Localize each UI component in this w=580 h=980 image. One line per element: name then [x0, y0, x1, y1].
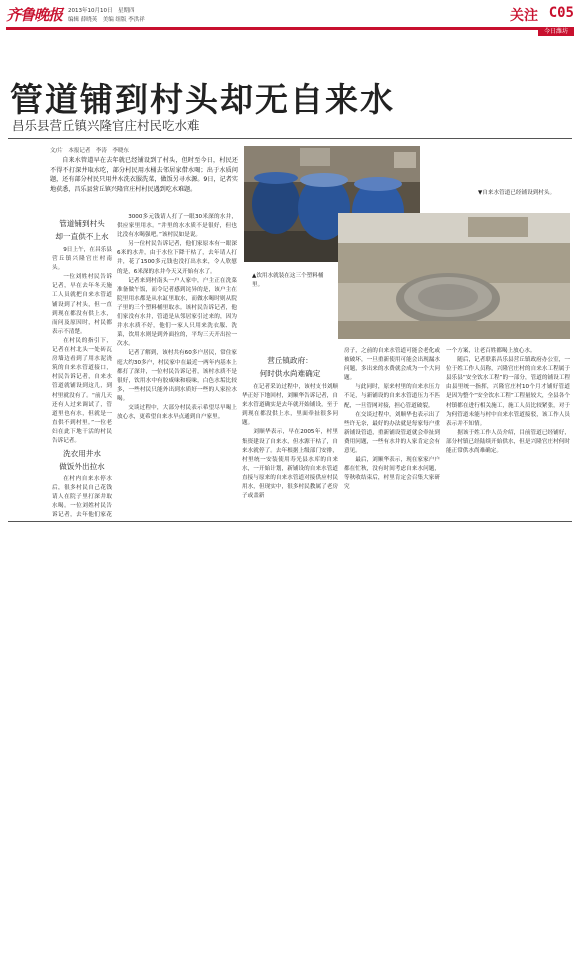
- section-2-title-line1: 洗衣用井水: [63, 449, 101, 458]
- top-divider: [8, 138, 572, 139]
- bottom-divider: [8, 521, 572, 522]
- paragraph: 在村内自来水停水后，很多村民自己花钱请人在院子里打深井取水喝。一位刘姓村民告诉记者，去年他们家花: [52, 476, 112, 519]
- paragraph: 记者来到村南头一户人家中，户主正在洗菜准备做午饭，而令记者感到诧异的是，该户主在院里用水都是从水缸里取水，而做水喝时则从院子里的三个塑料桶里取水。该村民告诉记者，他们家没有水井，管道是从邻居家引过来的，因为井水水质不好，他们一家人只用来洗衣服、洗菜，饮用水则是到外面拉的，平均三天开出拉一次水。: [117, 277, 237, 348]
- column-2: [117, 213, 237, 519]
- section-1-title-line1: 管道铺到村头: [59, 219, 105, 228]
- newspaper-logo: 齐鲁晚报: [6, 6, 63, 24]
- paragraph: 在交谈过程中，刘顺华也表示出了些许无奈，最好的办法就是每家每户重新铺设管道，重新铺设管道就会牵扯到费用问题，一些有水井的人家肯定会有意见。: [344, 411, 440, 455]
- paragraph: 一位刘姓村民告诉记者，早在去年冬天施工人员就把自来水管道铺设到了村头，但一直到现在都没有供上水，而问及原因时，村民都表示不清楚。: [52, 274, 112, 335]
- column-1-upper: [52, 246, 112, 446]
- byline: 文/片 本报记者 李涛 李晓东: [50, 148, 129, 154]
- paragraph: 据该于姓工作人员介绍，目前管道已经铺好，部分村镇已经陆续开始供水，但是兴隆官庄村何时能正常供水尚难确定。: [446, 429, 570, 455]
- headline: 管道铺到村头却无自来水: [10, 80, 395, 119]
- paragraph: 9日上午，在昌乐县营丘镇兴隆官庄村南头。: [52, 247, 112, 272]
- paragraph: 在村民的指引下，记者在村北头一处砖瓦房墙边看到了用水泥浇筑的自来水管道接口，村民告诉记者，自来水管道就铺设到这儿，到村里就没有了。“前几天还有人过来调试了，管道里也有水，但就是一直供不到村里。”一位老妇在此下地干活的村民告诉记者。: [52, 337, 112, 444]
- column-3: [242, 383, 338, 519]
- paragraph: 一个方案，让老百姓都喝上放心水。: [446, 348, 536, 354]
- paragraph: 最后，刘顺华表示，现在家家户户都在忙秋，没有时间考虑自来水问题，等秋收结束后，村里肯定会召集大家研究: [344, 457, 440, 491]
- pipe-image: [338, 213, 570, 339]
- section-tag: 今日潍坊: [538, 27, 574, 36]
- caption-text: 饮用水就装在这三个塑料桶里。: [252, 273, 324, 288]
- editor-credits: 编辑 薛晓英 美编 组版 李洪祥: [68, 17, 145, 23]
- paragraph: 房子，之前的自来水管道可能会老化或被破坏，一旦重新使用可能会出现漏水问题，多出来的水费就会成为一个大问题。: [344, 348, 440, 382]
- caption-marker-icon: ▲: [252, 273, 257, 279]
- section-3-title-line2: 何时供水尚难确定: [259, 369, 321, 378]
- column-5: [446, 347, 570, 519]
- paragraph: 在记者采访过程中，该村支书刘顺华正好下地回村，刘顺华告诉记者，自来水管道确实是去年就开始铺设，至于到现在都没供上水，里面牵扯很多问题。: [242, 384, 338, 427]
- paragraph: 记者了解到，该村共有60多户居民，常住家庭大约30多户，村民家中在最近一两年内基本上都打了深井，一位村民告诉记者，该村水质不是很好，饮用水中有胶咸味和痕味，白色水垢比较多，一些村民只能外出到水质好一些的人家拉水喝。: [117, 350, 237, 402]
- caption-text: 自来水管道已经铺设到村头。: [482, 190, 556, 196]
- masthead-rule: [6, 27, 574, 30]
- lead-paragraph: 自来水管道早在去年就已经铺设到了村头，但时至今日，村民还不得不打深井取水吃，部分村民用水桶去邻居家借水喝；出于水质问题，还有部分村民只用井水洗衣服洗菜，做饭另寻水源。9日，记者实地获悉，昌乐县营丘镇兴隆官庄村村民遇到吃水难题。: [50, 157, 238, 193]
- issue-date: 2013年10月10日 星期四: [68, 8, 135, 14]
- paragraph: 3000多元钱请人打了一眼30米深的水井，供应家里用水。“井里的水水质不是很好，但也比没有水喝强吧。”该村民如是说。: [117, 214, 237, 239]
- photo-water-pipe-terminal: [338, 213, 570, 339]
- masthead: [6, 4, 574, 35]
- paragraph: 另一位村民告诉记者，他们家原本有一眼深6米的水井，由于水位下降干枯了，去年请人打井，花了1500多元钱也没打出水来，令人欣慰的是，6米深的水井今天又开始有水了。: [117, 241, 237, 275]
- column-4: [344, 347, 440, 519]
- photo-1-caption: [252, 272, 332, 289]
- section-name: 关注: [510, 8, 538, 24]
- column-1-lower: [52, 475, 112, 519]
- photo-2-caption: [478, 189, 570, 198]
- section-1-title-line2: 却一直供不上水: [55, 232, 109, 241]
- paragraph: 交谈过程中，大部分村民表示希望尽早喝上放心水，更希望自来水早点通到自户家里。: [117, 404, 237, 421]
- section-2-title-line2: 做饭外出拉水: [59, 462, 105, 471]
- paragraph: 与此同时，原来村里的自来水压力不足，与新铺设的自来水管道压力不匹配，一旦管网对接，担心管道破裂。: [344, 384, 440, 409]
- page-number: C05: [548, 5, 574, 21]
- section-3-title-line1: 营丘镇政府：: [267, 356, 313, 365]
- paragraph: 刘顺华表示，早在2005年，村里集资建设了自来水，但水源干枯了，自来水就停了。去年根据上级部门安排，村里统一安装使用寿光县水库的自来水，一开始计划，新铺设的自来水管道直接与原来的自来水管道对接供应村民用水，但现实中，很多村民教属了老房子或盖新: [242, 429, 338, 500]
- paragraph: 随后，记者联系昌乐县营丘镇政府办公室，一位于姓工作人员称，兴隆官庄村的自来水工程属于县乐县“安全饮水工程”的一部分，管道的铺设工程由县里统一指挥，兴隆官庄村10个月才铺好管道是因为整个“安全饮水工程”工程量较大，全县各个村镇都在进行相关施工，施工人员比较紧张，对于为何管道未能与村中自来水管道接驳，该工作人员表示并不知情。: [446, 357, 570, 427]
- caption-marker-icon: ▼: [478, 190, 483, 196]
- subheadline: 昌乐县营丘镇兴隆官庄村民吃水难: [12, 118, 200, 133]
